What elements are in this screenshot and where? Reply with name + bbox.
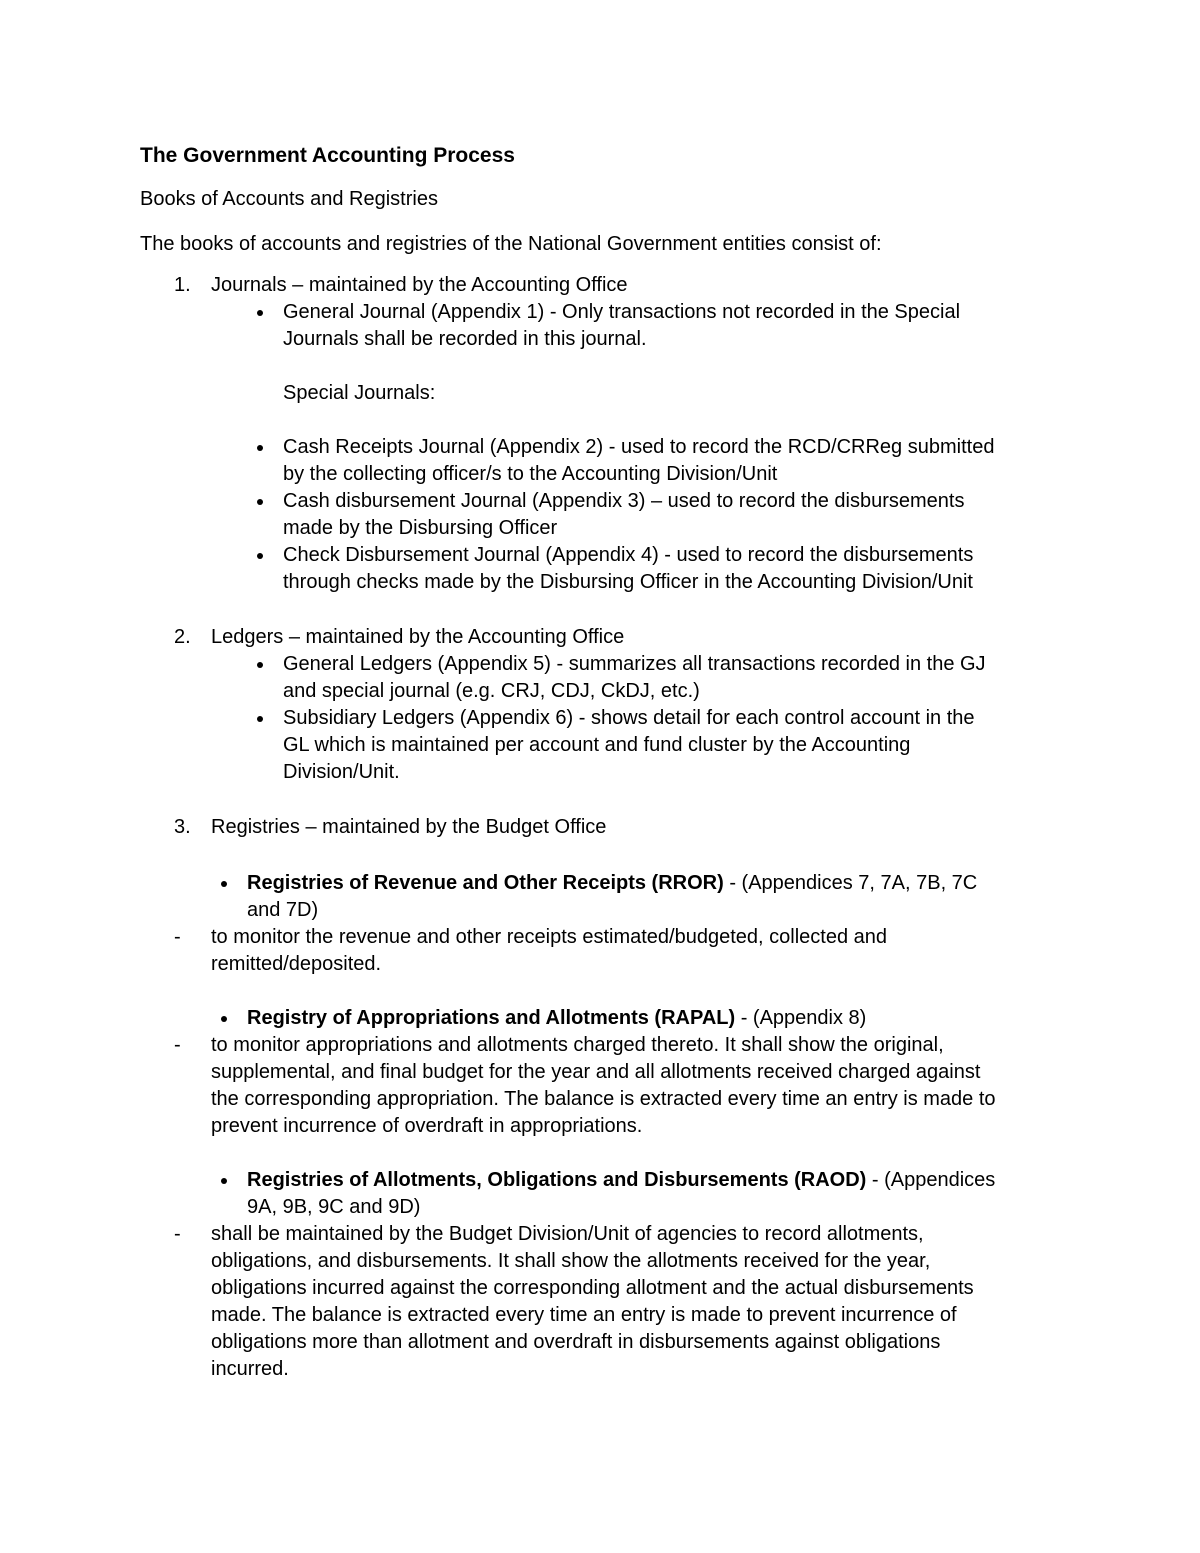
document-title: The Government Accounting Process xyxy=(140,144,515,167)
list-item: Division/Unit. xyxy=(283,761,400,783)
registry-appendix-cont: and 7D) xyxy=(247,899,319,921)
registry-name: Registry of Appropriations and Allotments (RAPAL) xyxy=(247,1007,736,1029)
list-item: GL which is maintained per account and fund cluster by the Accounting xyxy=(283,734,911,756)
bullet-icon xyxy=(257,445,263,451)
section-heading: Ledgers – maintained by the Accounting Office xyxy=(211,626,625,648)
bullet-icon xyxy=(221,881,227,887)
list-item: Check Disbursement Journal (Appendix 4) - used to record the disbursements xyxy=(283,544,974,566)
bullet-icon xyxy=(257,553,263,559)
list-item: through checks made by the Disbursing Officer in the Accounting Division/Unit xyxy=(283,571,973,593)
registry-title xyxy=(247,1005,866,1032)
list-item: Journals shall be recorded in this journal. xyxy=(283,328,647,350)
registry-description: made. The balance is extracted every time an entry is made to prevent incurrence of xyxy=(211,1304,957,1326)
intro-paragraph: The books of accounts and registries of the National Government entities consist of: xyxy=(140,233,882,255)
registry-description: incurred. xyxy=(211,1358,289,1380)
section-number: 3. xyxy=(174,816,191,838)
list-item: General Ledgers (Appendix 5) - summarizes all transactions recorded in the GJ xyxy=(283,653,986,675)
section-heading: Registries – maintained by the Budget Office xyxy=(211,816,607,838)
bullet-icon xyxy=(257,716,263,722)
registry-description: obligations, and disbursements. It shall show the allotments received for the year, xyxy=(211,1250,931,1272)
registry-description: to monitor the revenue and other receipts estimated/budgeted, collected and xyxy=(211,926,887,948)
registry-description: supplemental, and final budget for the year and all allotments received charged against xyxy=(211,1061,981,1083)
registry-description: shall be maintained by the Budget Division/Unit of agencies to record allotments, xyxy=(211,1223,924,1245)
list-item: made by the Disbursing Officer xyxy=(283,517,558,539)
list-item: Cash disbursement Journal (Appendix 3) – used to record the disbursements xyxy=(283,490,965,512)
registry-appendix: - (Appendices xyxy=(866,1169,996,1191)
registry-description: obligations incurred against the corresponding allotment and the actual disbursements xyxy=(211,1277,974,1299)
section-number: 2. xyxy=(174,626,191,648)
bullet-icon xyxy=(257,499,263,505)
dash-marker: - xyxy=(174,926,181,948)
dash-marker: - xyxy=(174,1223,181,1245)
bullet-icon xyxy=(257,662,263,668)
bullet-icon xyxy=(221,1178,227,1184)
registry-appendix: - (Appendix 8) xyxy=(735,1007,867,1029)
registry-description: prevent incurrence of overdraft in appropriations. xyxy=(211,1115,643,1137)
registry-description: obligations more than allotment and overdraft in disbursements against obligations xyxy=(211,1331,941,1353)
list-item: and special journal (e.g. CRJ, CDJ, CkDJ, etc.) xyxy=(283,680,700,702)
registry-title xyxy=(247,870,977,897)
bullet-icon xyxy=(221,1016,227,1022)
registry-appendix: - (Appendices 7, 7A, 7B, 7C xyxy=(723,872,978,894)
dash-marker: - xyxy=(174,1034,181,1056)
list-item: Cash Receipts Journal (Appendix 2) - used to record the RCD/CRReg submitted xyxy=(283,436,995,458)
list-item: by the collecting officer/s to the Accounting Division/Unit xyxy=(283,463,778,485)
registry-description: to monitor appropriations and allotments charged thereto. It shall show the original, xyxy=(211,1034,944,1056)
special-journals-label: Special Journals: xyxy=(283,382,436,404)
list-item: General Journal (Appendix 1) - Only transactions not recorded in the Special xyxy=(283,301,961,323)
section-heading: Journals – maintained by the Accounting Office xyxy=(211,274,628,296)
registry-description: the corresponding appropriation. The balance is extracted every time an entry is made to xyxy=(211,1088,996,1110)
registry-title xyxy=(247,1167,995,1194)
registry-description: remitted/deposited. xyxy=(211,953,382,975)
registry-name: Registries of Allotments, Obligations and Disbursements (RAOD) xyxy=(247,1169,867,1191)
section-subtitle: Books of Accounts and Registries xyxy=(140,188,438,210)
section-number: 1. xyxy=(174,274,191,296)
list-item: Subsidiary Ledgers (Appendix 6) - shows detail for each control account in the xyxy=(283,707,975,729)
registry-name: Registries of Revenue and Other Receipts (RROR) xyxy=(247,872,724,894)
registry-appendix-cont: 9A, 9B, 9C and 9D) xyxy=(247,1196,421,1218)
bullet-icon xyxy=(257,310,263,316)
